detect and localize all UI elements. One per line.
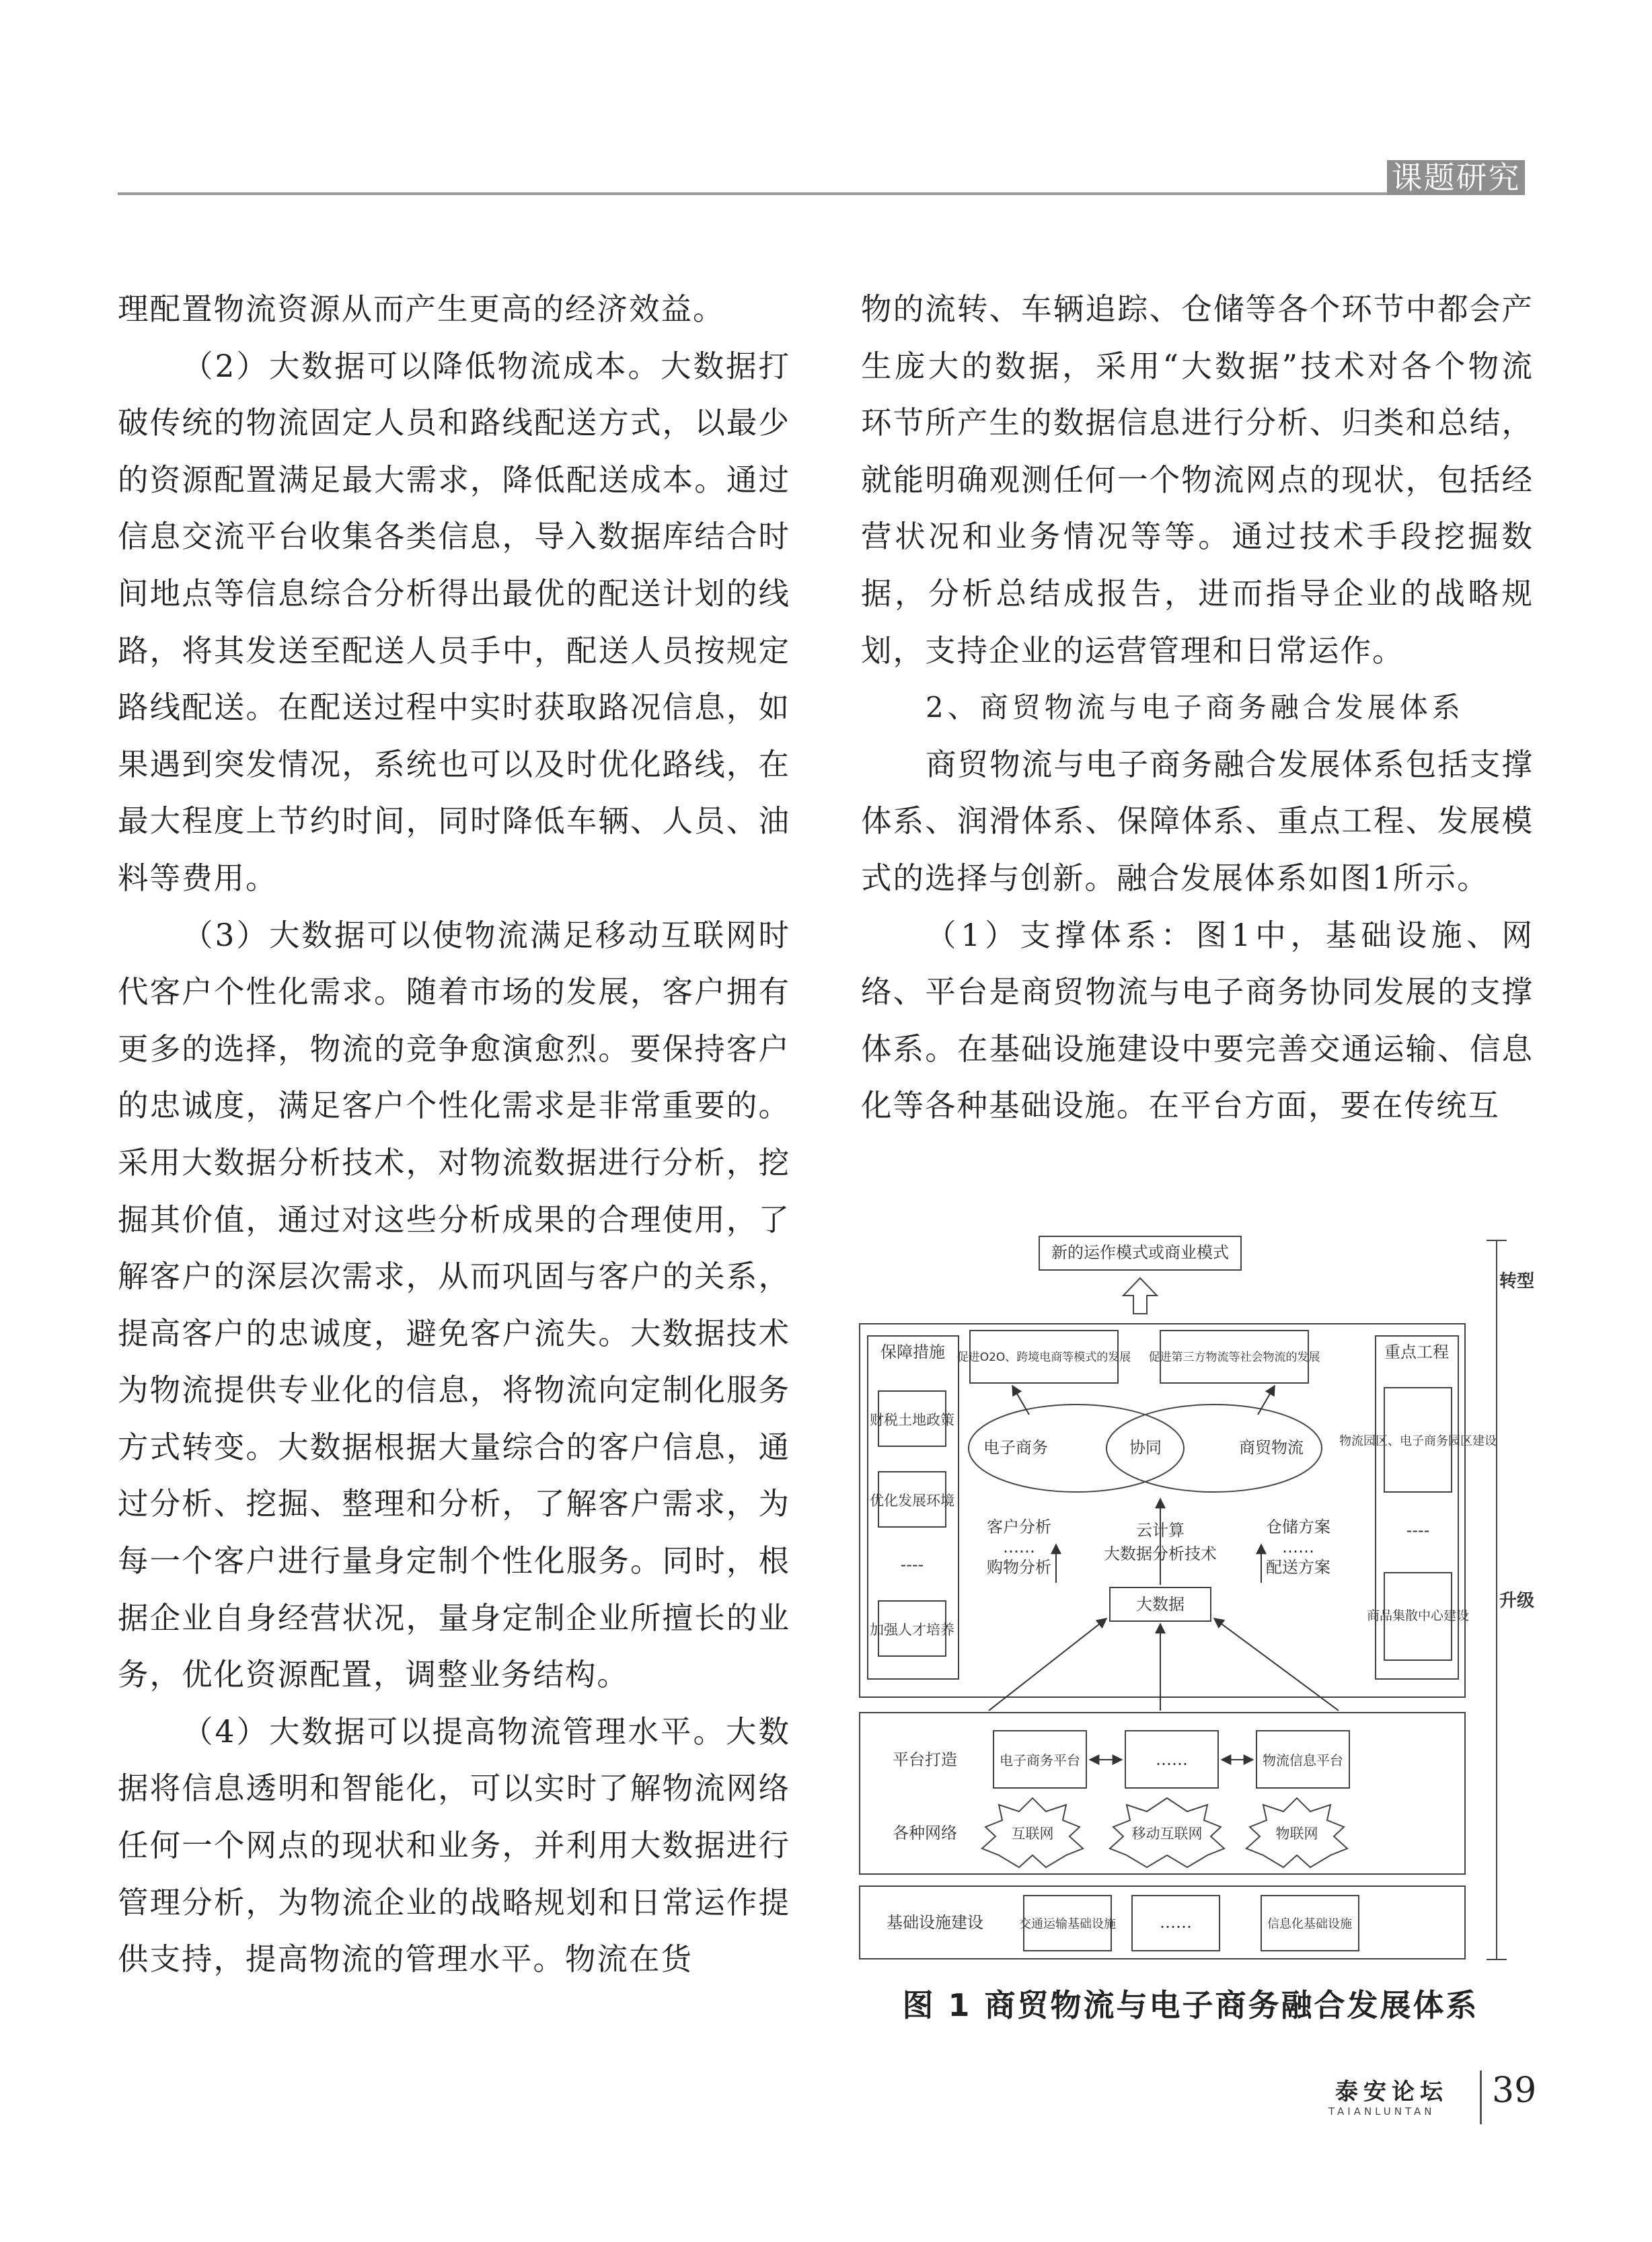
paragraph: 理配置物流资源从而产生更高的经济效益。 bbox=[118, 291, 725, 327]
journal-name: 泰安论坛 bbox=[1335, 2079, 1448, 2105]
platform-label: 平台打造 bbox=[893, 1750, 957, 1769]
cloud-middle-label: 协同 bbox=[1129, 1438, 1162, 1457]
guarantee-item: 财税土地政策 bbox=[870, 1412, 954, 1428]
network-item: 物联网 bbox=[1275, 1826, 1318, 1842]
promote-right: 促进第三方物流等社会物流的发展 bbox=[1148, 1351, 1320, 1364]
infrastructure-left: 交通运输基础设施 bbox=[1019, 1917, 1116, 1931]
platform-left: 电子商务平台 bbox=[1000, 1752, 1080, 1768]
platform-right: 物流信息平台 bbox=[1263, 1752, 1343, 1768]
key-projects-title: 重点工程 bbox=[1384, 1343, 1449, 1361]
paragraph: 物的流转、车辆追踪、仓储等各个环节中都会产生庞大的数据，采用“大数据”技术对各个物流环节所产生的数据信息进行分析、归类和总结，就能明确观测任何一个物流网点的现状，包括经营状况和业务情况等等。通过技术手段挖掘数据，分析总结成报告，进而指导企业的战略规划，支持企业的运营管理和日常运作。 bbox=[861, 291, 1534, 669]
paragraph: （3）大数据可以使物流满足移动互联网时代客户个性化需求。随着市场的发展，客户拥有更多的选择，物流的竞争愈演愈烈。要保持客户的忠诚度，满足客户个性化需求是非常重要的。采用大数据分析技术，对物流数据进行分析，挖掘其价值，通过对这些分析成果的合理使用，了解客户的深层次需求，从而巩固与客户的关系，提高客户的忠诚度，避免客户流失。大数据技术为物流提供专业化的信息，将物流向定制化服务方式转变。大数据根据大量综合的客户信息，通过分析、挖掘、整理和分析，了解客户需求，为每一个客户进行量身定制个性化服务。同时，根据企业自身经营状况，量身定制企业所擅长的业务，优化资源配置，调整业务结构。 bbox=[118, 917, 790, 1693]
cloud-right-label: 商贸物流 bbox=[1239, 1438, 1304, 1457]
analysis-text: 云计算 bbox=[1136, 1521, 1185, 1540]
transform-label: 转型 bbox=[1499, 1271, 1535, 1292]
promote-left: 促进O2O、跨境电商等模式的发展 bbox=[956, 1351, 1131, 1364]
guarantee-item: 加强人才培养 bbox=[870, 1622, 954, 1638]
analysis-text: 客户分析 bbox=[987, 1518, 1051, 1536]
key-projects-dashes: ---- bbox=[1406, 1521, 1430, 1540]
page-number: 39 bbox=[1492, 2070, 1537, 2111]
framework-diagram bbox=[854, 1216, 1538, 1970]
figure-1 bbox=[854, 1216, 1538, 1970]
upgrade-label: 升级 bbox=[1499, 1591, 1535, 1611]
infrastructure-label: 基础设施建设 bbox=[887, 1913, 983, 1932]
upper-frame bbox=[860, 1324, 1465, 1697]
key-project-item: 商品集散中心建设 bbox=[1366, 1608, 1470, 1623]
left-column bbox=[118, 281, 790, 1988]
figure-caption: 图 1 商贸物流与电子商务融合发展体系 bbox=[902, 1987, 1479, 2023]
platform-middle: …… bbox=[1156, 1750, 1188, 1769]
guarantee-title: 保障措施 bbox=[880, 1343, 945, 1361]
network-item: 互联网 bbox=[1011, 1826, 1054, 1842]
network-label: 各种网络 bbox=[893, 1824, 957, 1842]
right-column bbox=[861, 281, 1534, 1135]
key-project-item: 物流园区、电子商务园区建设 bbox=[1339, 1434, 1497, 1448]
section-heading: 2、商贸物流与电子商务融合发展体系 bbox=[926, 691, 1464, 724]
paragraph: 商贸物流与电子商务融合发展体系包括支撑体系、润滑体系、保障体系、重点工程、发展模式的选择与创新。融合发展体系如图1所示。 bbox=[861, 746, 1534, 896]
journal-name-en: TAIANLUNTAN bbox=[1328, 2105, 1435, 2118]
network-item: 移动互联网 bbox=[1131, 1826, 1203, 1842]
up-arrow bbox=[1123, 1278, 1157, 1314]
analysis-dots: …… bbox=[1003, 1538, 1035, 1557]
analysis-dots: …… bbox=[1282, 1538, 1314, 1557]
infrastructure-middle: …… bbox=[1160, 1913, 1192, 1932]
guarantee-item: 优化发展环境 bbox=[870, 1493, 954, 1509]
paragraph: （4）大数据可以提高物流管理水平。大数据将信息透明和智能化，可以实时了解物流网络任何一个网点的现状和业务，并利用大数据进行管理分析，为物流企业的战略规划和日常运作提供支持，提高物流的管理水平。物流在货 bbox=[118, 1713, 790, 1978]
analysis-text: 大数据分析技术 bbox=[1104, 1544, 1217, 1563]
analysis-text: 购物分析 bbox=[987, 1558, 1051, 1577]
top-box-label: 新的运作模式或商业模式 bbox=[1051, 1243, 1229, 1262]
bigdata-label: 大数据 bbox=[1136, 1595, 1185, 1614]
paragraph: （1）支撑体系：图1中，基础设施、网络、平台是商贸物流与电子商务协同发展的支撑体系。在基础设施建设中要完善交通运输、信息化等各种基础设施。在平台方面，要在传统互 bbox=[861, 917, 1534, 1124]
section-tag: 课题研究 bbox=[1387, 160, 1525, 195]
infrastructure-right: 信息化基础设施 bbox=[1267, 1917, 1352, 1931]
guarantee-dashes: ---- bbox=[900, 1555, 924, 1574]
analysis-text: 配送方案 bbox=[1266, 1558, 1330, 1577]
paragraph: （2）大数据可以降低物流成本。大数据打破传统的物流固定人员和路线配送方式，以最少的资源配置满足最大需求，降低配送成本。通过信息交流平台收集各类信息，导入数据库结合时间地点等信息综合分析得出最优的配送计划的线路，将其发送至配送人员手中，配送人员按规定路线配送。在配送过程中实时获取路况信息，如果遇到突发情况，系统也可以及时优化路线，在最大程度上节约时间，同时降低车辆、人员、油料等费用。 bbox=[118, 348, 790, 896]
platform-frame bbox=[860, 1713, 1465, 1874]
footer-divider bbox=[1480, 2070, 1482, 2124]
header-rule bbox=[118, 192, 1524, 195]
cloud-left-label: 电子商务 bbox=[983, 1438, 1048, 1457]
analysis-text: 仓储方案 bbox=[1266, 1518, 1330, 1536]
